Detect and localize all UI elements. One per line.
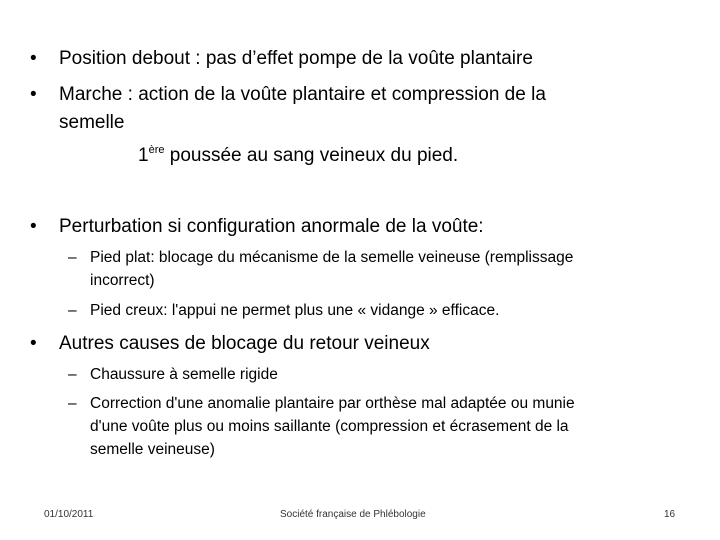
- footer-date: 01/10/2011: [44, 509, 94, 520]
- sub-bullet-text: Pied creux: l'appui ne permet plus une « vidange » efficace.: [90, 302, 500, 319]
- bullet-dot: •: [30, 333, 37, 354]
- footer-organization: Société française de Phlébologie: [280, 509, 426, 520]
- bullet-dot: •: [30, 216, 37, 237]
- sub-bullet-text: Pied plat: blocage du mécanisme de la semelle veineuse (remplissage: [90, 249, 574, 266]
- sub-bullet-text-continued: d'une voûte plus ou moins saillante (compression et écrasement de la: [90, 418, 569, 435]
- sub-bullet-text-continued: semelle veineuse): [90, 441, 215, 458]
- bullet-text: Perturbation si configuration anormale de la voûte:: [59, 216, 484, 237]
- sub-bullet-text: Correction d'une anomalie plantaire par orthèse mal adaptée ou munie: [90, 395, 575, 412]
- bullet-text: Position debout : pas d’effet pompe de la voûte plantaire: [59, 48, 533, 69]
- dash-marker: –: [68, 395, 77, 412]
- bullet-text-continued: semelle: [59, 112, 125, 133]
- dash-marker: –: [68, 366, 77, 383]
- footer-page-number: 16: [664, 509, 676, 520]
- bullet-dot: •: [30, 48, 37, 69]
- dash-marker: –: [68, 302, 77, 319]
- bullet-text: Autres causes de blocage du retour veineux: [59, 333, 430, 354]
- bullet-dot: •: [30, 84, 37, 105]
- dash-marker: –: [68, 249, 77, 266]
- superscript: ère: [148, 144, 165, 156]
- sub-bullet-text: Chaussure à semelle rigide: [90, 366, 278, 383]
- bullet-detail: 1ère poussée au sang veineux du pied.: [138, 144, 459, 166]
- bullet-text: Marche : action de la voûte plantaire et compression de la: [59, 84, 546, 105]
- sub-bullet-text-continued: incorrect): [90, 272, 155, 289]
